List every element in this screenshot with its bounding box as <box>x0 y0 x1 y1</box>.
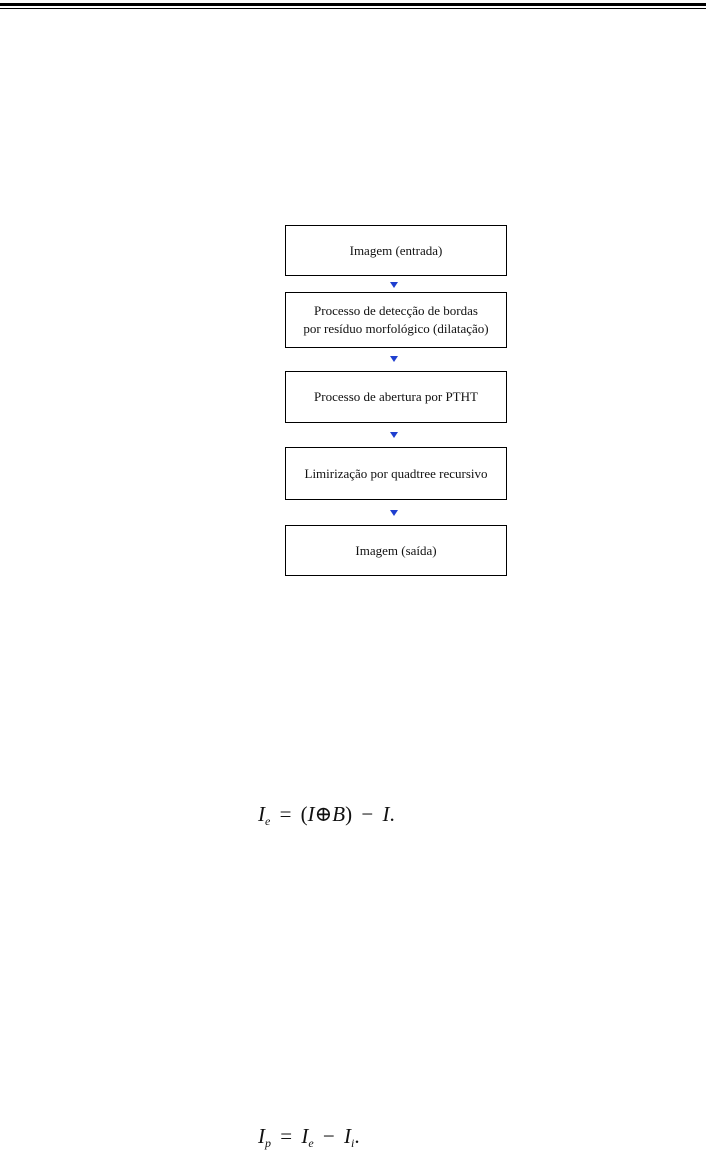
eq-symbol: I <box>258 1124 265 1148</box>
equation-difference <box>258 1122 360 1150</box>
flow-step-opening-ptht <box>285 371 507 423</box>
flow-step-quadtree-threshold <box>285 447 507 500</box>
eq-subscript: e <box>308 1136 314 1150</box>
eq-symbol: I <box>382 802 390 826</box>
header-rule-thin <box>0 8 706 9</box>
eq-operator: − <box>322 1124 335 1148</box>
eq-paren: ) <box>345 802 353 826</box>
flow-step-label: Limirização por quadtree recursivo <box>304 465 488 481</box>
eq-operator: = <box>280 1124 293 1148</box>
eq-symbol: I <box>307 802 315 826</box>
header-rule-thick <box>0 3 706 6</box>
eq-subscript: p <box>265 1136 271 1150</box>
flow-step-edge-detection <box>285 292 507 348</box>
eq-punct: . <box>354 1124 360 1148</box>
eq-symbol: B <box>332 802 346 826</box>
flow-arrow-down-icon <box>390 356 398 362</box>
eq-punct: . <box>389 802 395 826</box>
eq-operator: − <box>361 802 374 826</box>
flow-step-label: Imagem (saída) <box>355 542 437 558</box>
flow-arrow-down-icon <box>390 282 398 288</box>
equation-external-residue <box>258 800 395 828</box>
eq-symbol: I <box>344 1124 352 1148</box>
eq-operator: = <box>279 802 292 826</box>
eq-paren: ( <box>300 802 308 826</box>
flow-step-label: Processo de detecção de bordas por resíduo morfológico (dilatação) <box>303 303 489 336</box>
flow-step-input-image <box>285 225 507 276</box>
flow-step-label: Processo de abertura por PTHT <box>314 389 478 404</box>
flow-step-output-image <box>285 525 507 576</box>
eq-subscript: e <box>265 814 271 828</box>
flow-step-label: Imagem (entrada) <box>349 242 443 258</box>
eq-symbol: I <box>258 802 265 826</box>
eq-subscript: i <box>351 1136 355 1150</box>
flow-arrow-down-icon <box>390 432 398 438</box>
eq-symbol: I <box>301 1124 309 1148</box>
flow-arrow-down-icon <box>390 510 398 516</box>
eq-operator: ⊕ <box>314 802 333 826</box>
